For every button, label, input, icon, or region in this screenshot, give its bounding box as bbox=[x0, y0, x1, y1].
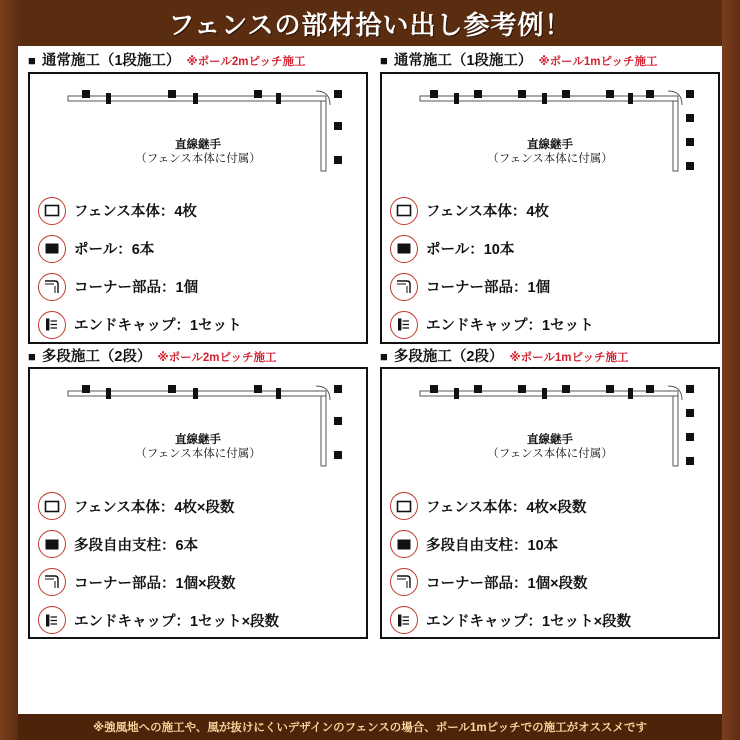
legend-label: ポール：6本 bbox=[74, 242, 155, 258]
legend-label: コーナー部品：1個×段数 bbox=[74, 575, 236, 592]
schematic-caption-3 bbox=[38, 433, 358, 462]
end-cap-icon bbox=[390, 606, 418, 634]
fence-layout-diagram-icon bbox=[38, 82, 358, 184]
page-content bbox=[18, 0, 722, 740]
end-cap-icon bbox=[38, 311, 66, 339]
legend-row bbox=[38, 563, 358, 601]
page-header bbox=[18, 0, 722, 46]
fence-schematic-3 bbox=[38, 377, 358, 479]
panel-wrap-4 bbox=[380, 350, 720, 640]
end-cap-icon bbox=[38, 606, 66, 634]
fence-schematic-4 bbox=[390, 377, 710, 479]
schematic-caption-line1: 直線継手 bbox=[175, 138, 221, 151]
legend-label: エンドキャップ：1セット bbox=[426, 318, 594, 334]
legend-row bbox=[390, 230, 710, 268]
schematic-caption-4 bbox=[390, 433, 710, 462]
panel-2 bbox=[380, 72, 720, 344]
legend-label: エンドキャップ：1セット×段数 bbox=[426, 613, 632, 630]
panel-note-3: ※ポール2mピッチ施工 bbox=[157, 351, 277, 364]
legend-3 bbox=[38, 487, 358, 639]
panel-heading-1 bbox=[28, 54, 368, 69]
schematic-caption-line2: （フェンス本体に付属） bbox=[487, 448, 613, 461]
panel-title-4: 多段施工（2段） bbox=[393, 348, 504, 365]
legend-row bbox=[38, 268, 358, 306]
panel-title-1: 通常施工（1段施工） bbox=[41, 53, 181, 69]
pole-icon bbox=[390, 530, 418, 558]
legend-row bbox=[390, 601, 710, 639]
legend-row bbox=[390, 192, 710, 230]
panel-heading-4 bbox=[380, 350, 720, 365]
bullet-square-icon: ■ bbox=[380, 53, 388, 68]
panel-note-4: ※ポール1mピッチ施工 bbox=[509, 351, 629, 364]
panel-1 bbox=[28, 72, 368, 344]
fence-panel-icon bbox=[390, 197, 418, 225]
legend-label: エンドキャップ：1セット bbox=[74, 318, 242, 334]
panel-3 bbox=[28, 367, 368, 639]
legend-label: フェンス本体：4枚×段数 bbox=[74, 499, 235, 516]
legend-row bbox=[38, 230, 358, 268]
schematic-caption-line1: 直線継手 bbox=[527, 434, 573, 446]
schematic-caption-line2: （フェンス本体に付属） bbox=[135, 448, 261, 461]
legend-label: ポール：10本 bbox=[426, 242, 515, 258]
legend-4 bbox=[390, 487, 710, 639]
legend-row bbox=[390, 525, 710, 563]
footer-banner bbox=[18, 714, 722, 740]
schematic-caption-line1: 直線継手 bbox=[527, 138, 573, 151]
legend-1 bbox=[38, 192, 358, 344]
schematic-caption-1 bbox=[38, 138, 358, 167]
panel-title-2: 通常施工（1段施工） bbox=[393, 53, 533, 69]
bullet-square-icon: ■ bbox=[28, 53, 36, 68]
fence-panel-icon bbox=[38, 492, 66, 520]
end-cap-icon bbox=[390, 311, 418, 339]
footer-note: ※強風地への施工や、風が抜けにくいデザインのフェンスの場合、ポール1mピッチでの施工がオススメです bbox=[92, 722, 648, 734]
panel-title-3: 多段施工（2段） bbox=[41, 348, 152, 365]
pole-icon bbox=[38, 235, 66, 263]
schematic-caption-line2: （フェンス本体に付属） bbox=[135, 152, 261, 165]
legend-label: フェンス本体：4枚 bbox=[426, 204, 549, 220]
schematic-caption-line2: （フェンス本体に付属） bbox=[487, 152, 613, 165]
panel-note-1: ※ポール2mピッチ施工 bbox=[186, 56, 306, 68]
corner-part-icon bbox=[390, 568, 418, 596]
legend-row bbox=[38, 192, 358, 230]
panel-heading-2 bbox=[380, 54, 720, 69]
legend-row bbox=[390, 563, 710, 601]
panel-wrap-2 bbox=[380, 54, 720, 344]
panel-grid bbox=[18, 46, 722, 639]
panel-wrap-1 bbox=[28, 54, 368, 344]
schematic-caption-line1: 直線継手 bbox=[175, 434, 221, 446]
corner-part-icon bbox=[38, 568, 66, 596]
corner-part-icon bbox=[38, 273, 66, 301]
legend-2 bbox=[390, 192, 710, 344]
legend-label: フェンス本体：4枚 bbox=[74, 204, 197, 220]
legend-label: 多段自由支柱：10本 bbox=[426, 537, 559, 554]
legend-row bbox=[38, 525, 358, 563]
fence-panel-icon bbox=[38, 197, 66, 225]
legend-label: コーナー部品：1個×段数 bbox=[426, 575, 588, 592]
legend-label: コーナー部品：1個 bbox=[74, 280, 199, 296]
fence-schematic-2 bbox=[390, 82, 710, 184]
corner-part-icon bbox=[390, 273, 418, 301]
fence-panel-icon bbox=[390, 492, 418, 520]
legend-row bbox=[38, 306, 358, 344]
fence-schematic-1 bbox=[38, 82, 358, 184]
panel-note-2: ※ポール1mピッチ施工 bbox=[538, 56, 658, 68]
fence-layout-diagram-icon bbox=[390, 377, 710, 479]
pole-icon bbox=[390, 235, 418, 263]
fence-layout-diagram-icon bbox=[38, 377, 358, 479]
legend-row bbox=[390, 487, 710, 525]
legend-row bbox=[390, 306, 710, 344]
page-title: フェンスの部材拾い出し参考例！ bbox=[168, 9, 572, 40]
bullet-square-icon: ■ bbox=[380, 348, 388, 364]
panel-wrap-3 bbox=[28, 350, 368, 640]
legend-label: エンドキャップ：1セット×段数 bbox=[74, 613, 280, 630]
legend-label: フェンス本体：4枚×段数 bbox=[426, 499, 587, 516]
legend-row bbox=[38, 487, 358, 525]
panel-heading-3 bbox=[28, 350, 368, 365]
bullet-square-icon: ■ bbox=[28, 348, 36, 364]
legend-row bbox=[390, 268, 710, 306]
schematic-caption-2 bbox=[390, 138, 710, 167]
legend-row bbox=[38, 601, 358, 639]
panel-4 bbox=[380, 367, 720, 639]
legend-label: 多段自由支柱：6本 bbox=[74, 537, 199, 554]
left-decorative-bar bbox=[0, 0, 18, 740]
fence-layout-diagram-icon bbox=[390, 82, 710, 184]
right-decorative-bar bbox=[722, 0, 740, 740]
legend-label: コーナー部品：1個 bbox=[426, 280, 551, 296]
pole-icon bbox=[38, 530, 66, 558]
